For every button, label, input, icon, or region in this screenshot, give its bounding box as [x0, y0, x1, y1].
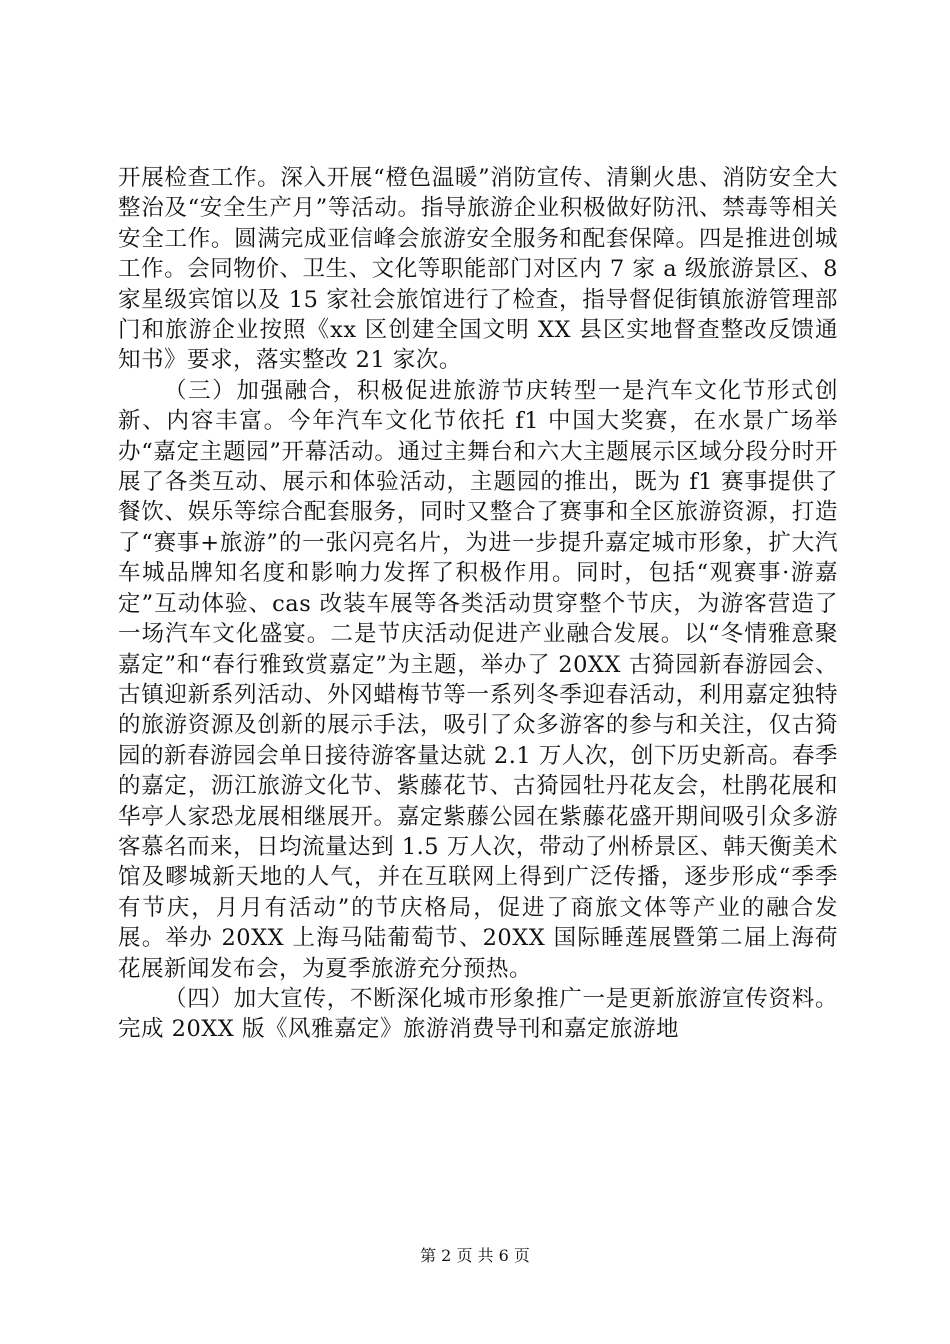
paragraph-1: 开展检查工作。深入开展“橙色温暖”消防宣传、清剿火患、消防安全大整治及“安全生产月”等活动。指导旅游企业积极做好防汛、禁毒等相关安全工作。圆满完成亚信峰会旅游安全服务和配套保障。四是推进创城工作。会同物价、卫生、文化等职能部门对区内 7 家 a 级旅游景区、8 家星级宾馆以及 15 家社会旅馆进行了检查，指导督促街镇旅游管理部门和旅游企业按照《xx 区创建全国文明 XX 县区实地督查整改反馈通知书》要求，落实整改 21 家次。: [118, 165, 838, 374]
body-text: [118, 163, 838, 1045]
paragraph-2: （三）加强融合，积极促进旅游节庆转型一是汽车文化节形式创新、内容丰富。今年汽车文化节依托 f1 中国大奖赛，在水景广场举办“嘉定主题园”开幕活动。通过主舞台和六大主题展示区域分段分时开展了各类互动、展示和体验活动，主题园的推出，既为 f1 赛事提供了餐饮、娱乐等综合配套服务，同时又整合了赛事和全区旅游资源，打造了“赛事+旅游”的一张闪亮名片，为进一步提升嘉定城市形象，扩大汽车城品牌知名度和影响力发挥了积极作用。同时，包括“观赛事·游嘉定”互动体验、cas 改装车展等各类活动贯穿整个节庆，为游客营造了一场汽车文化盛宴。二是节庆活动促进产业融合发展。以“冬情雅意聚嘉定”和“春行雅致赏嘉定”为主题，举办了 20XX 古猗园新春游园会、古镇迎新系列活动、外冈蜡梅节等一系列冬季迎春活动，利用嘉定独特的旅游资源及创新的展示手法，吸引了众多游客的参与和关注，仅古猗园的新春游园会单日接待游客量达就 2.1 万人次，创下历史新高。春季的嘉定，沥江旅游文化节、紫藤花节、古猗园牡丹花友会，杜鹃花展和华亭人家恐龙展相继展开。嘉定紫藤公园在紫藤花盛开期间吸引众多游客慕名而来，日均流量达到 1.5 万人次，带动了州桥景区、韩天衡美术馆及疁城新天地的人气，并在互联网上得到广泛传播，逐步形成“季季有节庆，月月有活动”的节庆格局，促进了商旅文体等产业的融合发展。举办 20XX 上海马陆葡萄节、20XX 国际睡莲展暨第二届上海荷花展新闻发布会，为夏季旅游充分预热。: [118, 377, 838, 982]
paragraph-3: （四）加大宣传，不断深化城市形象推广一是更新旅游宣传资料。完成 20XX 版《风雅嘉定》旅游消费导刊和嘉定旅游地: [118, 985, 838, 1043]
page-footer: 第 2 页 共 6 页: [420, 1246, 530, 1265]
